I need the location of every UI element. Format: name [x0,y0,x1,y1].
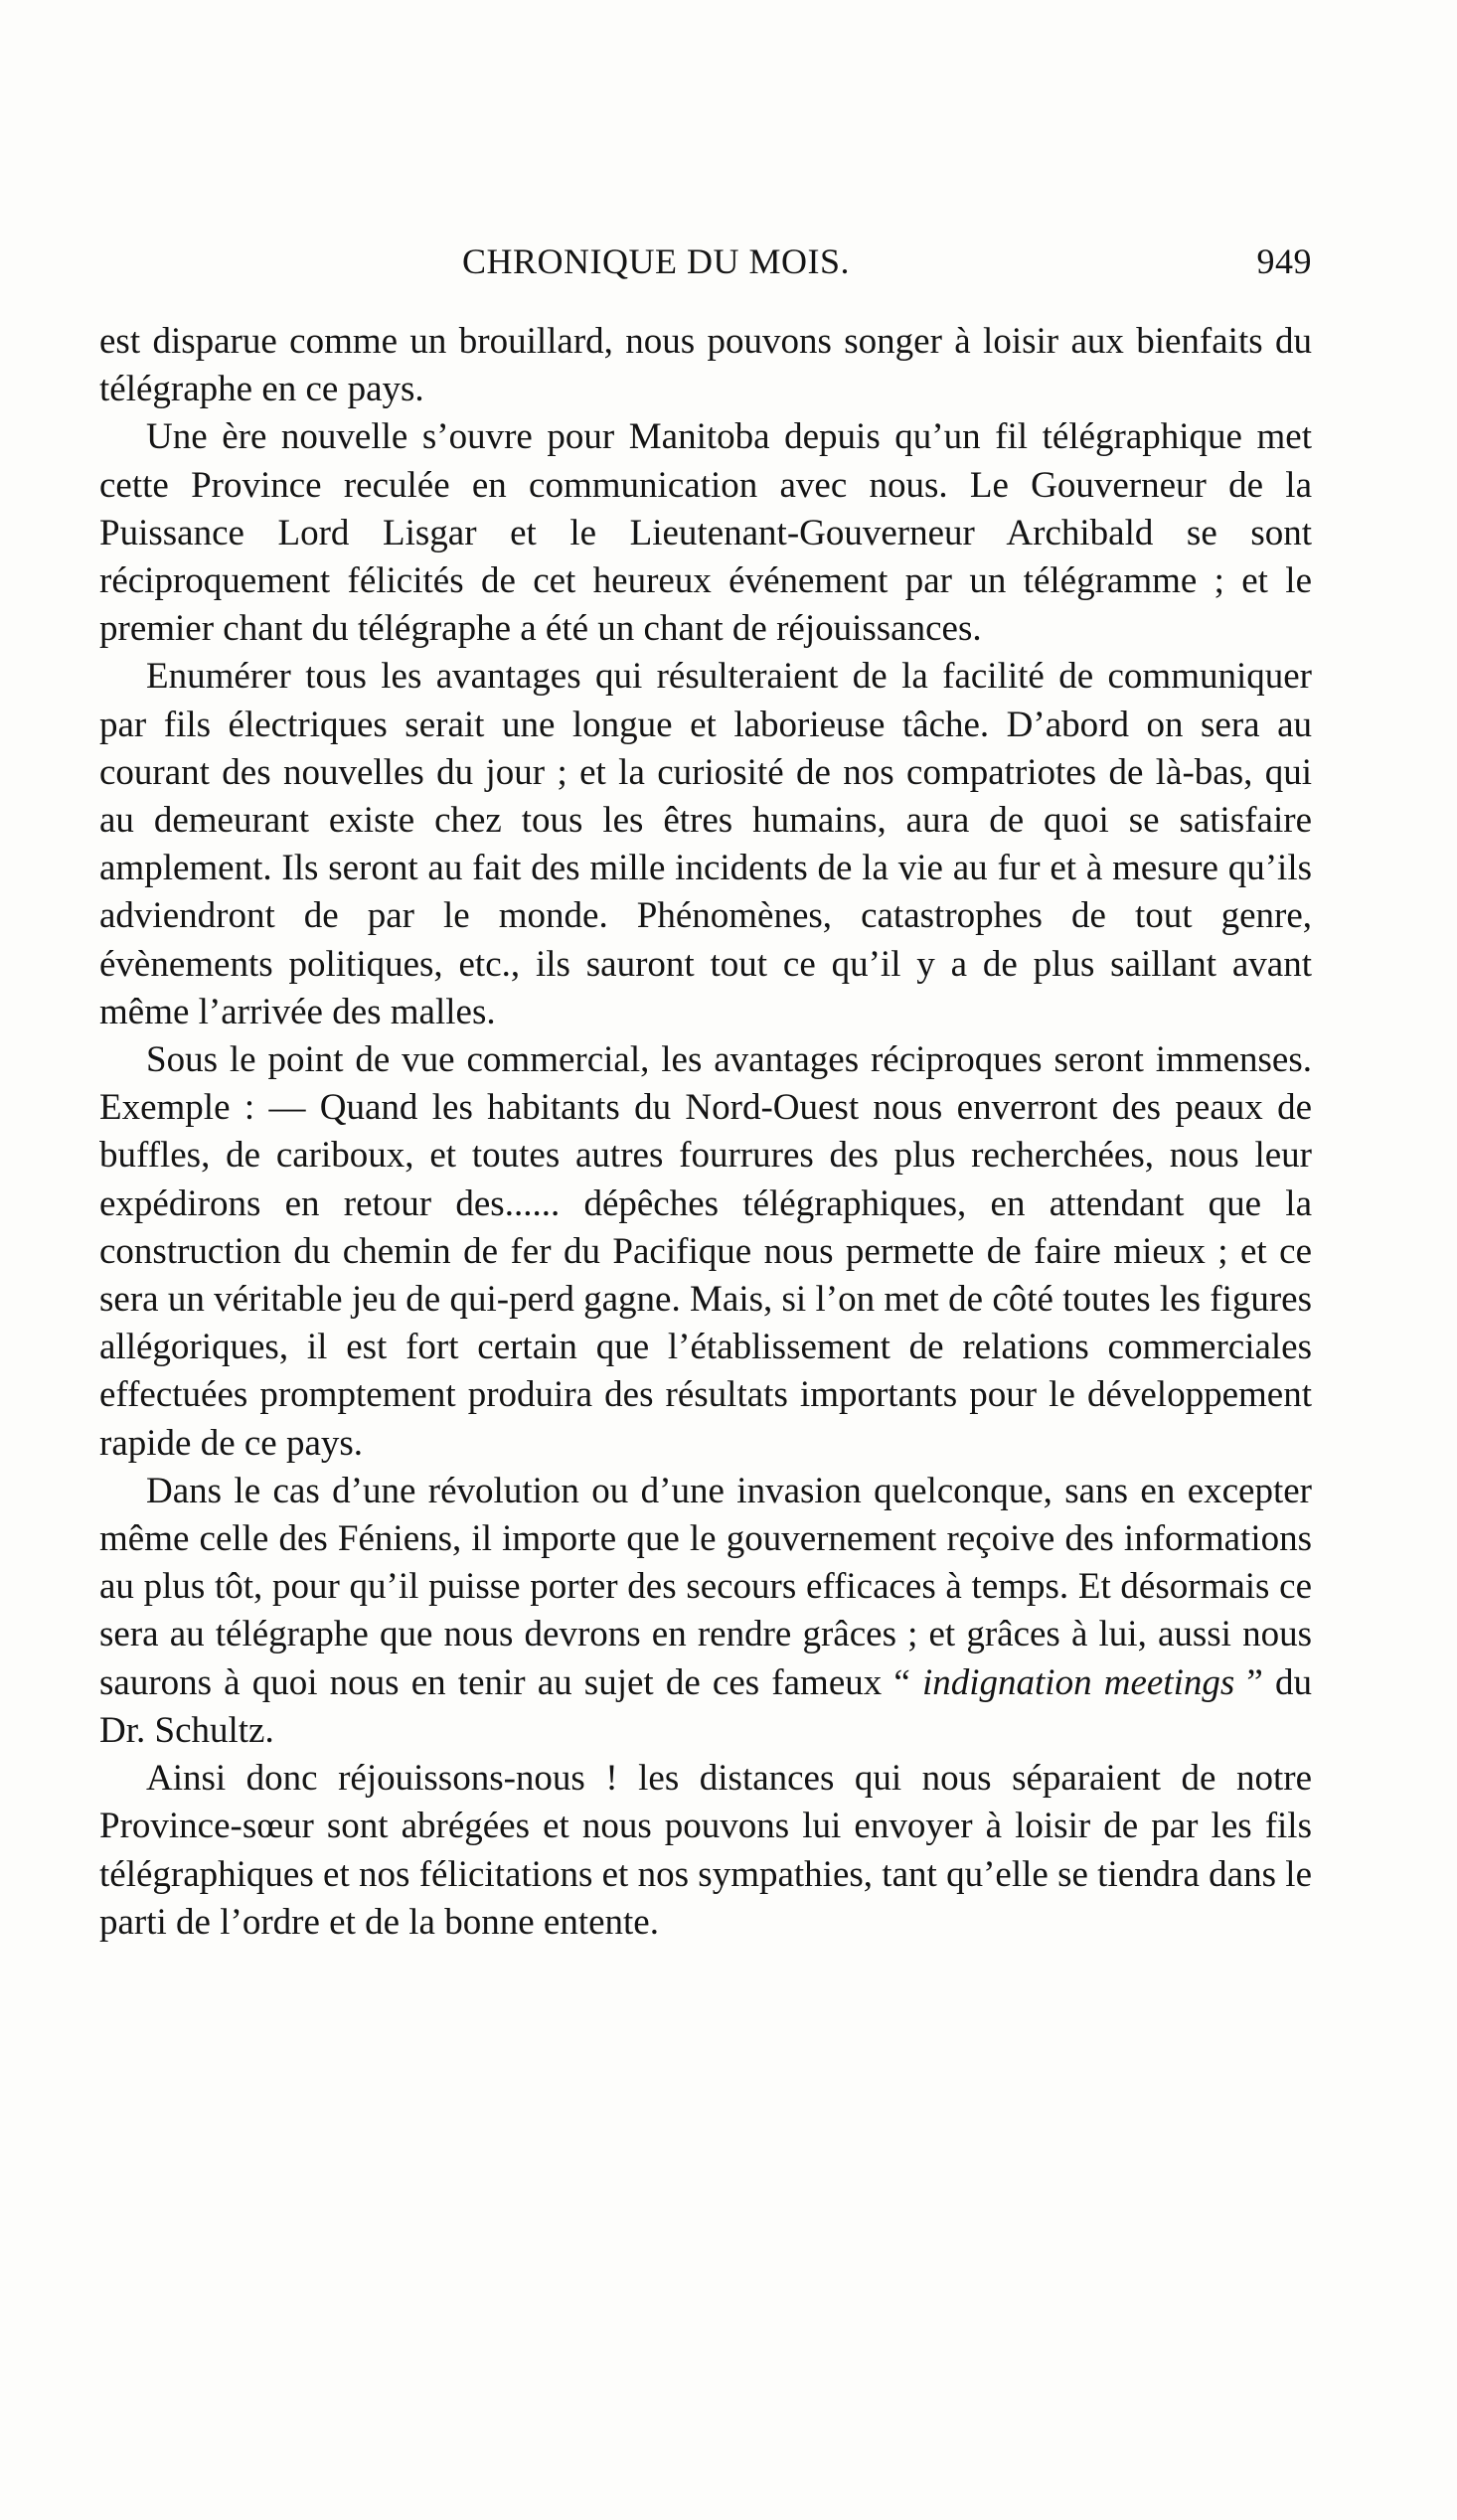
paragraph-commercial: Sous le point de vue commercial, les avantages réciproques seront immenses. Exemple : — Quand les habitants du Nord-Ouest nous enverront des peaux de buffles, de cariboux, et toutes autres fourrures des plus recherchées, nous leur expédirons en retour des...... dépêches télégraphiques, en attendant que la construction du chemin de fer du Pacifique nous permette de faire mieux ; et ce sera un véritable jeu de qui-perd gagne. Mais, si l’on met de côté toutes les figures allégoriques, il est fort certain que l’établissement de relations commerciales effectuées promptement produira des résultats importants pour le développement rapide de ce pays. [99,1039,1312,1464]
running-title: CHRONIQUE DU MOIS. [462,241,851,281]
paragraph-revolution-invasion [99,1468,1312,1755]
italic-phrase: indignation meetings [921,1661,1235,1703]
article-body [99,318,1312,1947]
paragraph-continued-from-previous-page: est disparue comme un brouillard, nous pouvons songer à loisir aux bienfaits du télégraphe en ce pays. [99,321,1312,410]
page-number: 949 [1256,241,1312,281]
running-header [99,236,1312,286]
paragraph-text-after: ” du Dr. Schultz. [99,1661,1312,1751]
paragraph-manitoba-telegraph: Une ère nouvelle s’ouvre pour Manitoba depuis qu’un fil télégraphique met cette Province reculée en communication avec nous. Le Gouverneur de la Puissance Lord Lisgar et le Lieutenant-Gouverneur Archibald se sont réciproquement félicités de cet heureux événement par un télégramme ; et le premier chant du télégraphe a été un chant de réjouissances. [99,416,1312,650]
paragraph-conclusion: Ainsi donc réjouissons-nous ! les distances qui nous séparaient de notre Province-sœur sont abrégées et nous pouvons lui envoyer à loisir de par les fils télégraphiques et nos félicitations et nos sympathies, tant qu’elle se tiendra dans le parti de l’ordre et de la bonne entente. [99,1758,1312,1943]
paragraph-advantages: Enumérer tous les avantages qui résulteraient de la facilité de communiquer par fils électriques serait une longue et laborieuse tâche. D’abord on sera au courant des nouvelles du jour ; et la curiosité de nos compatriotes de là-bas, qui au demeurant existe chez tous les êtres humains, aura de quoi se satisfaire amplement. Ils seront au fait des mille incidents de la vie au fur et à mesure qu’ils adviendront de par le monde. Phénomènes, catastrophes de tout genre, évènements politiques, etc., ils sauront tout ce qu’il y a de plus saillant avant même l’arrivée des malles. [99,656,1312,1032]
paragraph-text-before: Dans le cas d’une révolution ou d’une invasion quelconque, sans en excepter même celle des Féniens, il importe que le gouvernement reçoive des informations au plus tôt, pour qu’il puisse porter des secours efficaces à temps. Et désormais ce sera au télégraphe que nous devrons en rendre grâces ; et grâces à lui, aussi nous saurons à quoi nous en tenir au sujet de ces fameux “ [99,1470,1312,1703]
